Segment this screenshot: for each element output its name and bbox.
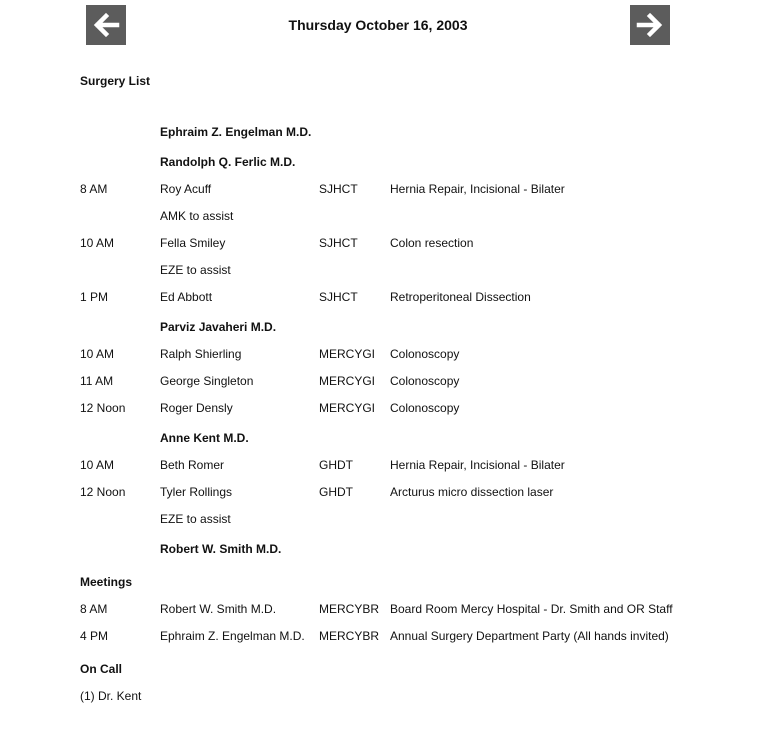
row-name: Ed Abbott xyxy=(160,290,213,304)
table-row xyxy=(0,347,780,363)
on-call-heading: On Call xyxy=(80,662,123,676)
table-row xyxy=(0,401,780,417)
row-name: EZE to assist xyxy=(160,512,231,526)
table-row xyxy=(0,236,780,252)
row-procedure: Colon resection xyxy=(390,236,474,250)
row-name: Ephraim Z. Engelman M.D. xyxy=(160,629,305,643)
next-day-button[interactable] xyxy=(630,5,670,45)
row-time: 12 Noon xyxy=(80,485,126,499)
row-time: 11 AM xyxy=(80,374,114,388)
doctor-heading: Ephraim Z. Engelman M.D. xyxy=(160,125,312,139)
row-location: GHDT xyxy=(319,458,353,472)
row-description: Board Room Mercy Hospital - Dr. Smith and OR Staff xyxy=(390,602,673,616)
doctor-heading: Anne Kent M.D. xyxy=(160,431,249,445)
row-procedure: Colonoscopy xyxy=(390,401,460,415)
row-name: Fella Smiley xyxy=(160,236,226,250)
row-location: GHDT xyxy=(319,485,353,499)
table-row xyxy=(0,602,780,618)
row-location: MERCYGI xyxy=(319,374,376,388)
table-row xyxy=(0,458,780,474)
row-location: MERCYGI xyxy=(319,401,376,415)
row-name: AMK to assist xyxy=(160,209,234,223)
row-location: SJHCT xyxy=(319,182,358,196)
row-time: 12 Noon xyxy=(80,401,126,415)
list-item xyxy=(0,689,780,705)
row-name: Robert W. Smith M.D. xyxy=(160,602,277,616)
table-row xyxy=(0,629,780,645)
table-row xyxy=(0,209,780,225)
row-location: MERCYBR xyxy=(319,629,380,643)
surgery-list-heading: Surgery List xyxy=(80,74,151,88)
row-name: George Singleton xyxy=(160,374,254,388)
table-row xyxy=(0,374,780,390)
page-date: Thursday October 16, 2003 xyxy=(288,17,468,33)
on-call-entry: (1) Dr. Kent xyxy=(80,689,142,703)
row-procedure: Retroperitoneal Dissection xyxy=(390,290,531,304)
row-time: 10 AM xyxy=(80,347,115,361)
row-name: Beth Romer xyxy=(160,458,225,472)
table-row xyxy=(0,182,780,198)
row-time: 10 AM xyxy=(80,458,115,472)
row-time: 4 PM xyxy=(80,629,109,643)
row-location: SJHCT xyxy=(319,236,358,250)
row-name: Ralph Shierling xyxy=(160,347,242,361)
row-procedure: Hernia Repair, Incisional - Bilater xyxy=(390,182,565,196)
doctor-heading: Robert W. Smith M.D. xyxy=(160,542,282,556)
row-location: MERCYBR xyxy=(319,602,380,616)
row-procedure: Arcturus micro dissection laser xyxy=(390,485,554,499)
row-name: Roger Densly xyxy=(160,401,233,415)
row-location: SJHCT xyxy=(319,290,358,304)
meetings-heading: Meetings xyxy=(80,575,133,589)
row-time: 1 PM xyxy=(80,290,109,304)
row-procedure: Colonoscopy xyxy=(390,347,460,361)
row-location: MERCYGI xyxy=(319,347,376,361)
row-name: Tyler Rollings xyxy=(160,485,233,499)
row-time: 8 AM xyxy=(80,182,108,196)
row-time: 10 AM xyxy=(80,236,115,250)
arrow-right-icon xyxy=(635,10,665,40)
row-procedure: Hernia Repair, Incisional - Bilater xyxy=(390,458,565,472)
row-description: Annual Surgery Department Party (All hands invited) xyxy=(390,629,669,643)
table-row xyxy=(0,263,780,279)
doctor-heading: Randolph Q. Ferlic M.D. xyxy=(160,155,296,169)
table-row xyxy=(0,485,780,501)
table-row xyxy=(0,512,780,528)
row-name: EZE to assist xyxy=(160,263,231,277)
row-procedure: Colonoscopy xyxy=(390,374,460,388)
row-name: Roy Acuff xyxy=(160,182,212,196)
doctor-heading: Parviz Javaheri M.D. xyxy=(160,320,277,334)
table-row xyxy=(0,290,780,306)
row-time: 8 AM xyxy=(80,602,108,616)
